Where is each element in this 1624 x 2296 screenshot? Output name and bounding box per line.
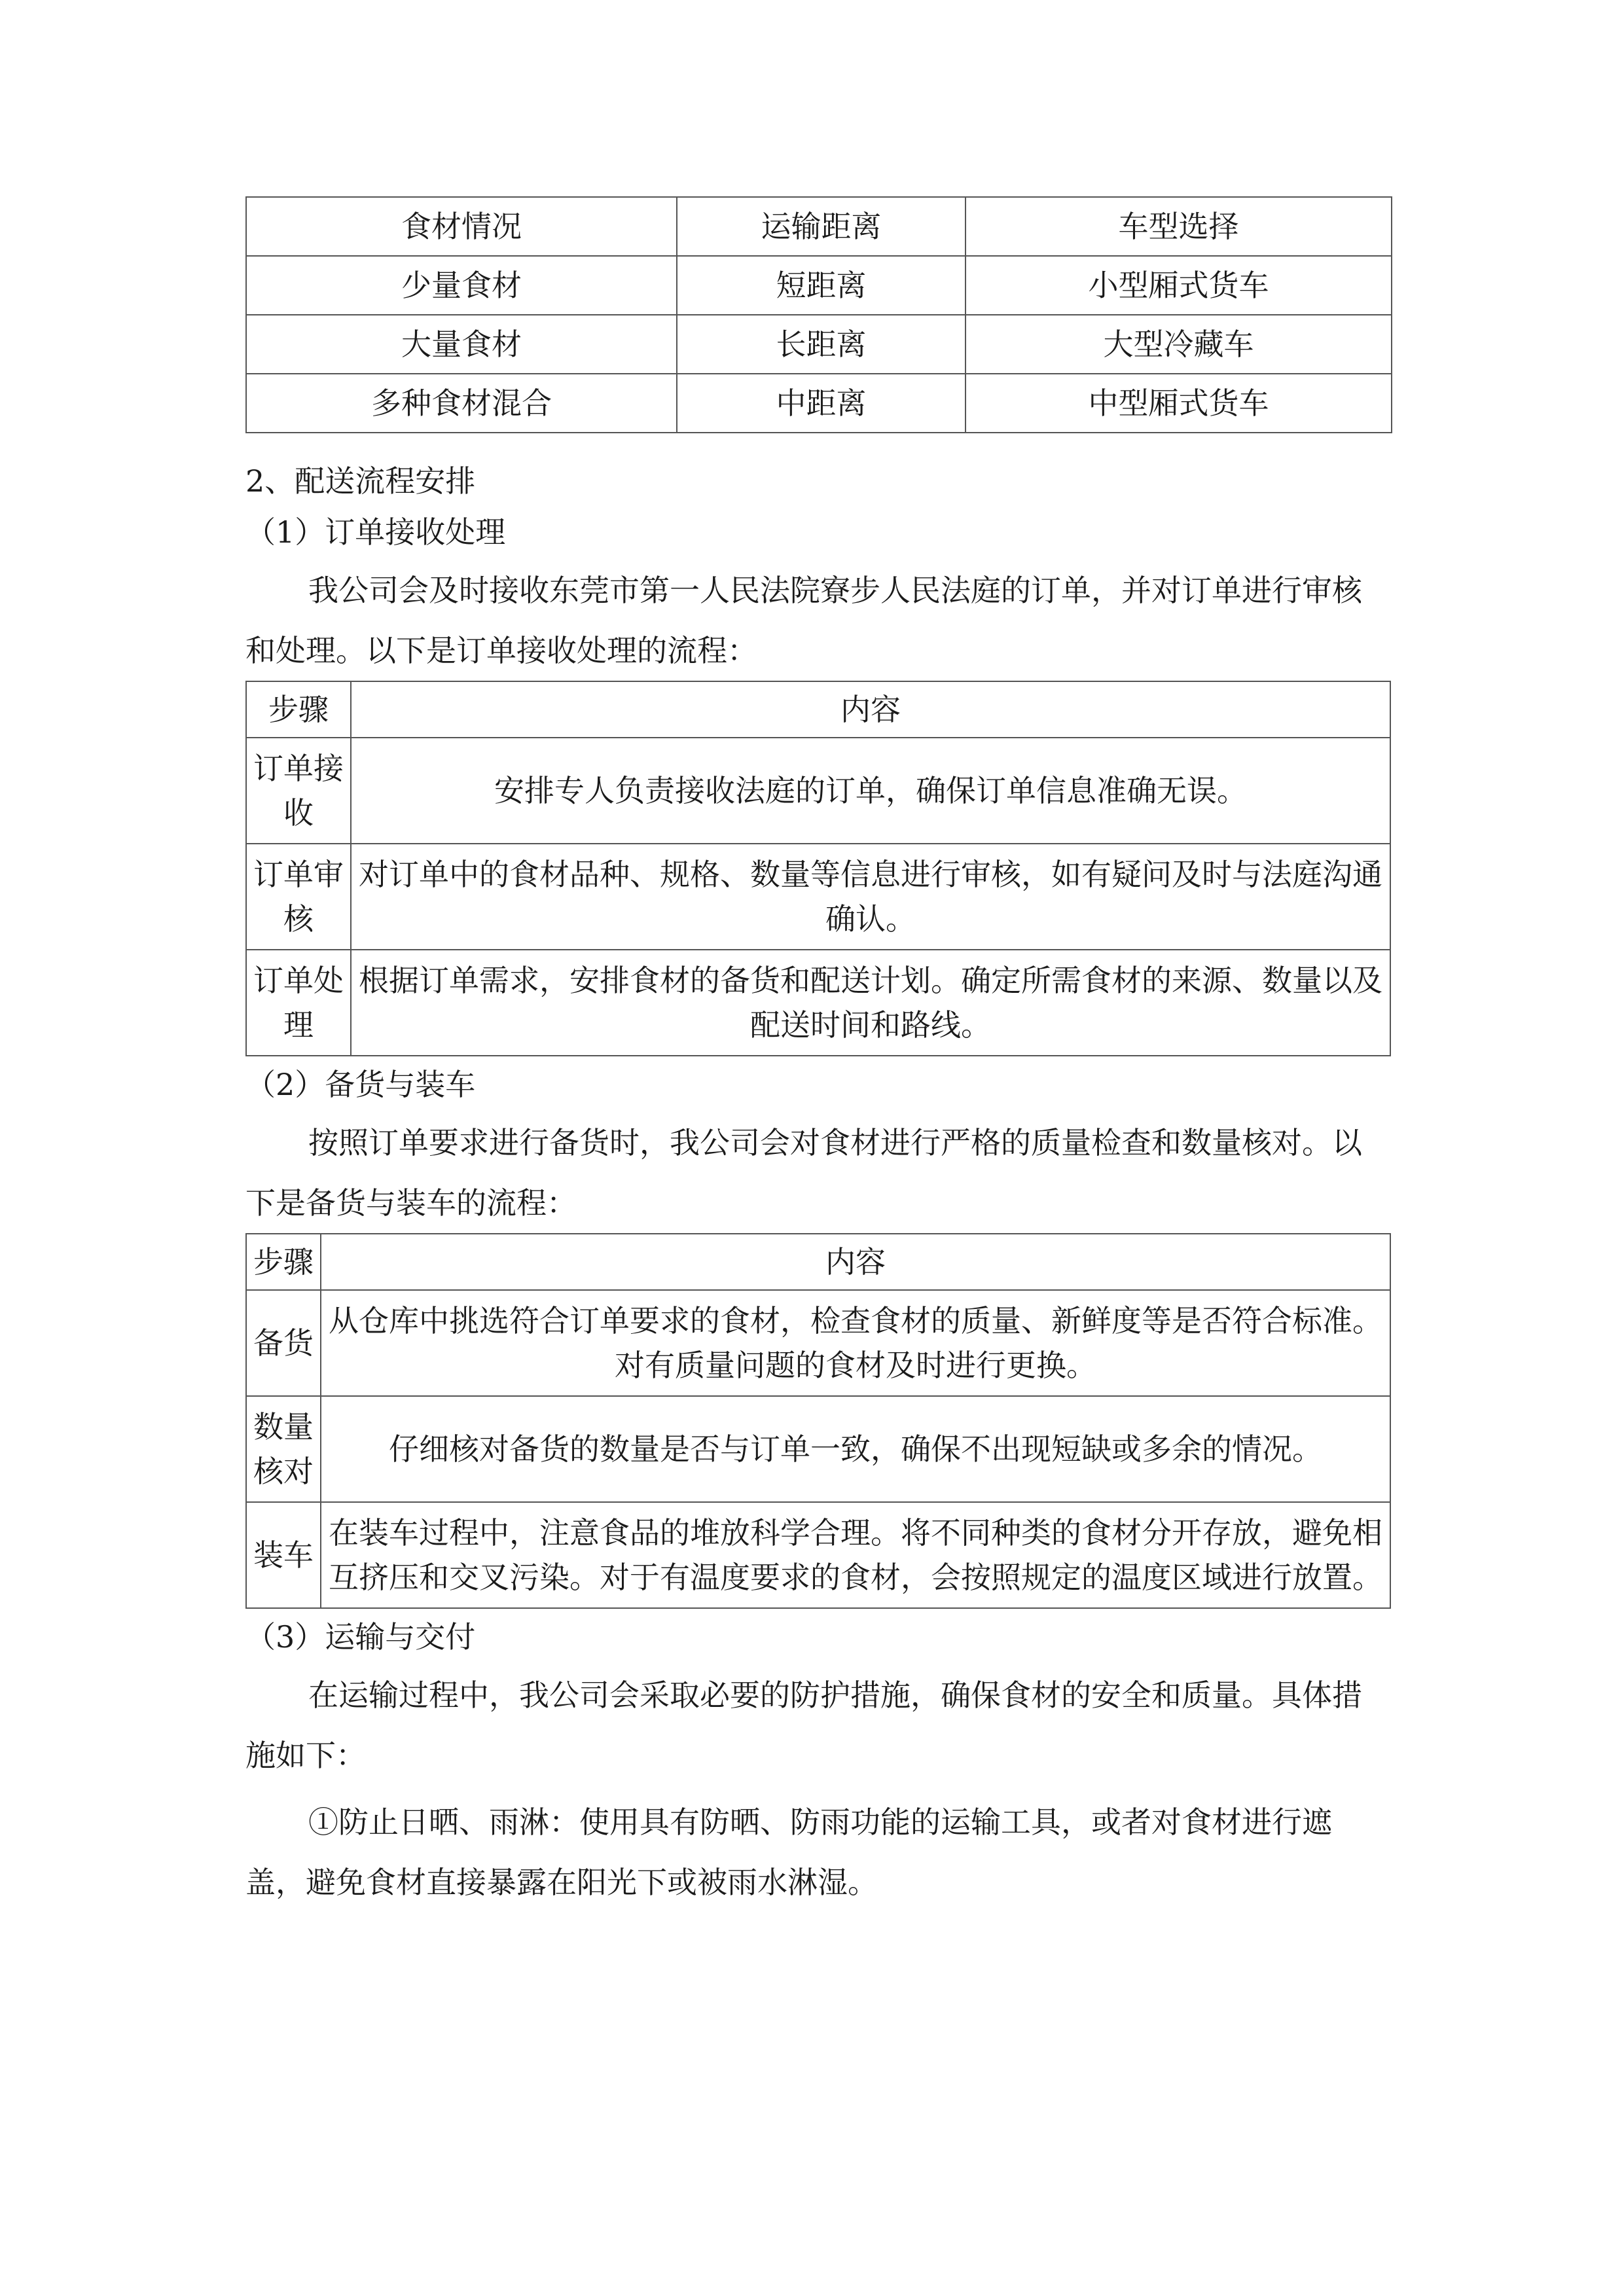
order-process-table (245, 681, 1391, 1056)
table-header-cell: 步骤 (246, 1234, 321, 1290)
subsection-heading: （1）订单接收处理 (245, 514, 506, 550)
content-cell: 在装车过程中，注意食品的堆放科学合理。将不同种类的食材分开存放，避免相互挤压和交叉污染。对于有温度要求的食材，会按照规定的温度区域进行放置。 (321, 1502, 1390, 1608)
table-header-cell: 内容 (321, 1234, 1390, 1290)
step-cell: 订单接收 (246, 738, 351, 844)
table-row (246, 738, 1390, 844)
table-header-cell: 步骤 (246, 681, 351, 738)
document-page (245, 196, 1391, 1912)
paragraph: 我公司会及时接收东莞市第一人民法院寮步人民法庭的订单，并对订单进行审核和处理。以下是订单接收处理的流程： (245, 573, 1362, 668)
vehicle-selection-table (245, 196, 1392, 433)
content-cell: 对订单中的食材品种、规格、数量等信息进行审核，如有疑问及时与法庭沟通确认。 (351, 844, 1390, 950)
table-cell: 中距离 (677, 374, 965, 433)
table-header-cell: 食材情况 (246, 197, 677, 256)
table-row (246, 1502, 1390, 1608)
table-cell: 中型厢式货车 (965, 374, 1392, 433)
step-cell: 订单处理 (246, 950, 351, 1056)
paragraph: 在运输过程中，我公司会采取必要的防护措施，确保食材的安全和质量。具体措施如下： (245, 1677, 1362, 1773)
table-row (246, 950, 1390, 1056)
table-cell: 少量食材 (246, 256, 677, 315)
content-cell: 安排专人负责接收法庭的订单，确保订单信息准确无误。 (351, 738, 1390, 844)
table-header-row (246, 1234, 1390, 1290)
table-row (246, 256, 1392, 315)
table-row (246, 844, 1390, 950)
table-row (246, 374, 1392, 433)
step-cell: 备货 (246, 1290, 321, 1396)
table-cell: 多种食材混合 (246, 374, 677, 433)
table-header-row (246, 197, 1392, 256)
table-row (246, 1396, 1390, 1502)
table-header-row (246, 681, 1390, 738)
subsection-heading: （2）备货与装车 (245, 1067, 476, 1102)
content-cell: 仔细核对备货的数量是否与订单一致，确保不出现短缺或多余的情况。 (321, 1396, 1390, 1502)
content-cell: 根据订单需求，安排食材的备货和配送计划。确定所需食材的来源、数量以及配送时间和路线。 (351, 950, 1390, 1056)
paragraph: 按照订单要求进行备货时，我公司会对食材进行严格的质量检查和数量核对。以下是备货与装车的流程： (245, 1125, 1362, 1221)
subsection-heading: （3）运输与交付 (245, 1619, 476, 1655)
table-row (246, 1290, 1390, 1396)
paragraph: ①防止日晒、雨淋：使用具有防晒、防雨功能的运输工具，或者对食材进行遮盖，避免食材直接暴露在阳光下或被雨水淋湿。 (245, 1804, 1332, 1900)
table-cell: 小型厢式货车 (965, 256, 1392, 315)
stocking-loading-table (245, 1233, 1391, 1609)
table-row (246, 315, 1392, 374)
table-cell: 短距离 (677, 256, 965, 315)
step-cell: 数量核对 (246, 1396, 321, 1502)
table-header-cell: 内容 (351, 681, 1390, 738)
section-heading: 2、配送流程安排 (245, 463, 476, 499)
table-header-cell: 运输距离 (677, 197, 965, 256)
step-cell: 订单审核 (246, 844, 351, 950)
table-header-cell: 车型选择 (965, 197, 1392, 256)
table-cell: 大型冷藏车 (965, 315, 1392, 374)
table-cell: 大量食材 (246, 315, 677, 374)
step-cell: 装车 (246, 1502, 321, 1608)
content-cell: 从仓库中挑选符合订单要求的食材，检查食材的质量、新鲜度等是否符合标准。对有质量问题的食材及时进行更换。 (321, 1290, 1390, 1396)
table-cell: 长距离 (677, 315, 965, 374)
